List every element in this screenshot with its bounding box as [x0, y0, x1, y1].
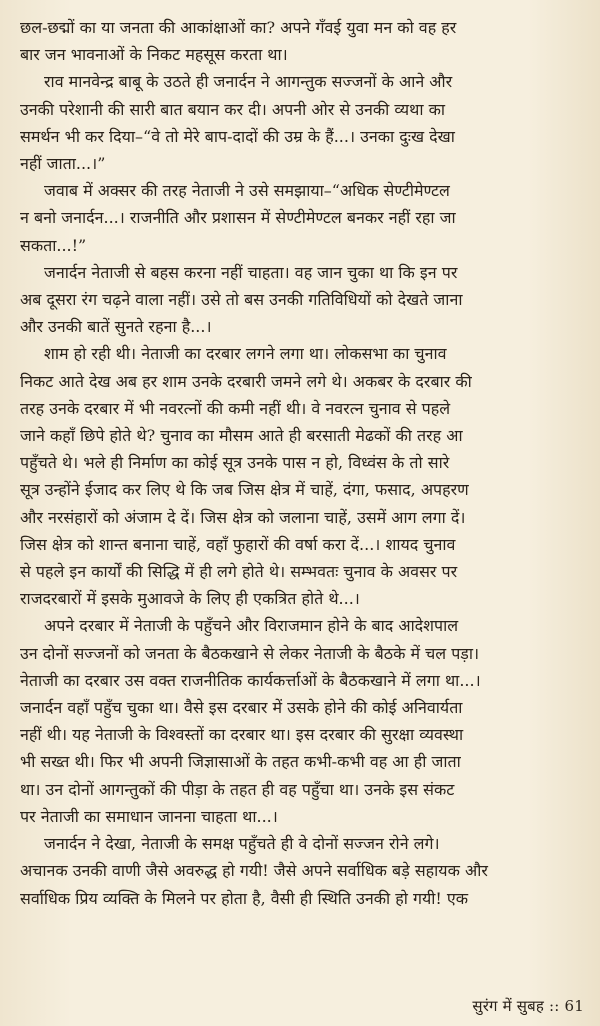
paragraph — [20, 612, 586, 830]
text-line: बार जन भावनाओं के निकट महसूस करता था। — [20, 45, 288, 65]
text-line: उनकी परेशानी की सारी बात बयान कर दी। अपनी ओर से उनकी व्यथा का — [20, 99, 446, 119]
text-line: राजदरबारों में इसके मुआवजे के लिए ही एकत्रित होते थे...। — [20, 589, 360, 609]
text-line: उन दोनों सज्जनों को जनता के बैठकखाने से लेकर नेताजी के बैठके में चल पड़ा। — [20, 643, 480, 663]
text-line: था। उन दोनों आगन्तुकों की पीड़ा के तहत ही वह पहुँचा था। उनके इस संकट — [20, 779, 455, 799]
page-footer: सुरंग में सुबह :: 61 — [472, 997, 584, 1015]
text-line: नहीं थी। यह नेताजी के विश्वस्तों का दरबार था। इस दरबार की सुरक्षा व्यवस्था — [20, 725, 464, 745]
text-line: जनार्दन ने देखा, नेताजी के समक्ष पहुँचते ही वे दोनों सज्जन रोने लगे। — [44, 834, 440, 854]
text-line: जनार्दन नेताजी से बहस करना नहीं चाहता। वह जान चुका था कि इन पर — [44, 262, 458, 282]
text-line: अब दूसरा रंग चढ़ने वाला नहीं। उसे तो बस उनकी गतिविधियों को देखते जाना — [20, 290, 463, 310]
paragraph — [20, 259, 586, 341]
page-text — [20, 14, 586, 912]
paragraph — [20, 14, 586, 68]
text-line: अचानक उनकी वाणी जैसे अवरुद्ध हो गयी! जैसे अपने सर्वाधिक बड़े सहायक और — [20, 861, 488, 881]
text-line: से पहले इन कार्यों की सिद्धि में ही लगे होते थे। सम्भवतः चुनाव के अवसर पर — [20, 562, 458, 582]
text-line: राव मानवेन्द्र बाबू के उठते ही जनार्दन ने आगन्तुक सज्जनों के आने और — [44, 72, 453, 92]
text-line: जनार्दन वहाँ पहुँच चुका था। वैसे इस दरबार में उसके होने की कोई अनिवार्यता — [20, 698, 463, 718]
text-line: पहुँचते थे। भले ही निर्माण का कोई सूत्र उनके पास न हो, विध्वंस के तो सारे — [20, 453, 450, 473]
text-line: शाम हो रही थी। नेताजी का दरबार लगने लगा था। लोकसभा का चुनाव — [44, 344, 447, 364]
paragraph — [20, 177, 586, 259]
text-line: जवाब में अक्सर की तरह नेताजी ने उसे समझाया–“अधिक सेण्टीमेण्टल — [44, 181, 450, 201]
text-line: और उनकी बातें सुनते रहना है...। — [20, 317, 212, 337]
text-line: सकता...!” — [20, 235, 87, 255]
text-line: जाने कहाँ छिपे होते थे? चुनाव का मौसम आते ही बरसाती मेढकों की तरह आ — [20, 426, 463, 446]
text-line: न बनो जनार्दन...। राजनीति और प्रशासन में सेण्टीमेण्टल बनकर नहीं रहा जा — [20, 208, 456, 228]
text-line: अपने दरबार में नेताजी के पहुँचने और विराजमान होने के बाद आदेशपाल — [44, 616, 459, 636]
text-line: और नरसंहारों को अंजाम दे दें। जिस क्षेत्र को जलाना चाहें, उसमें आग लगा दें। — [20, 507, 466, 527]
text-line: नहीं जाता...।” — [20, 154, 106, 174]
text-line: नेताजी का दरबार उस वक्त राजनीतिक कार्यकर्त्ताओं के बैठकखाने में लगा था...। — [20, 670, 481, 690]
text-line: सूत्र उन्होंने ईजाद कर लिए थे कि जब जिस क्षेत्र में चाहें, दंगा, फसाद, अपहरण — [20, 480, 469, 500]
paragraph — [20, 68, 586, 177]
text-line: समर्थन भी कर दिया–“वे तो मेरे बाप-दादों की उम्र के हैं...। उनका दुःख देखा — [20, 126, 455, 146]
text-line: पर नेताजी का समाधान जानना चाहता था...। — [20, 806, 278, 826]
paragraph — [20, 830, 586, 912]
text-line: सर्वाधिक प्रिय व्यक्ति के मिलने पर होता है, वैसी ही स्थिति उनकी हो गयी! एक — [20, 888, 469, 908]
text-line: तरह उनके दरबार में भी नवरत्नों की कमी नहीं थी। वे नवरत्न चुनाव से पहले — [20, 398, 451, 418]
paragraph — [20, 340, 586, 612]
text-line: निकट आते देख अब हर शाम उनके दरबारी जमने लगे थे। अकबर के दरबार की — [20, 371, 472, 391]
text-line: जिस क्षेत्र को शान्त बनाना चाहें, वहाँ फुहारों की वर्षा करा दें...। शायद चुनाव — [20, 534, 456, 554]
text-line: छल-छद्मों का या जनता की आकांक्षाओं का? अपने गँवई युवा मन को वह हर — [20, 18, 457, 37]
text-line: भी सख्त थी। फिर भी अपनी जिज्ञासाओं के तहत कभी-कभी वह आ ही जाता — [20, 752, 461, 772]
